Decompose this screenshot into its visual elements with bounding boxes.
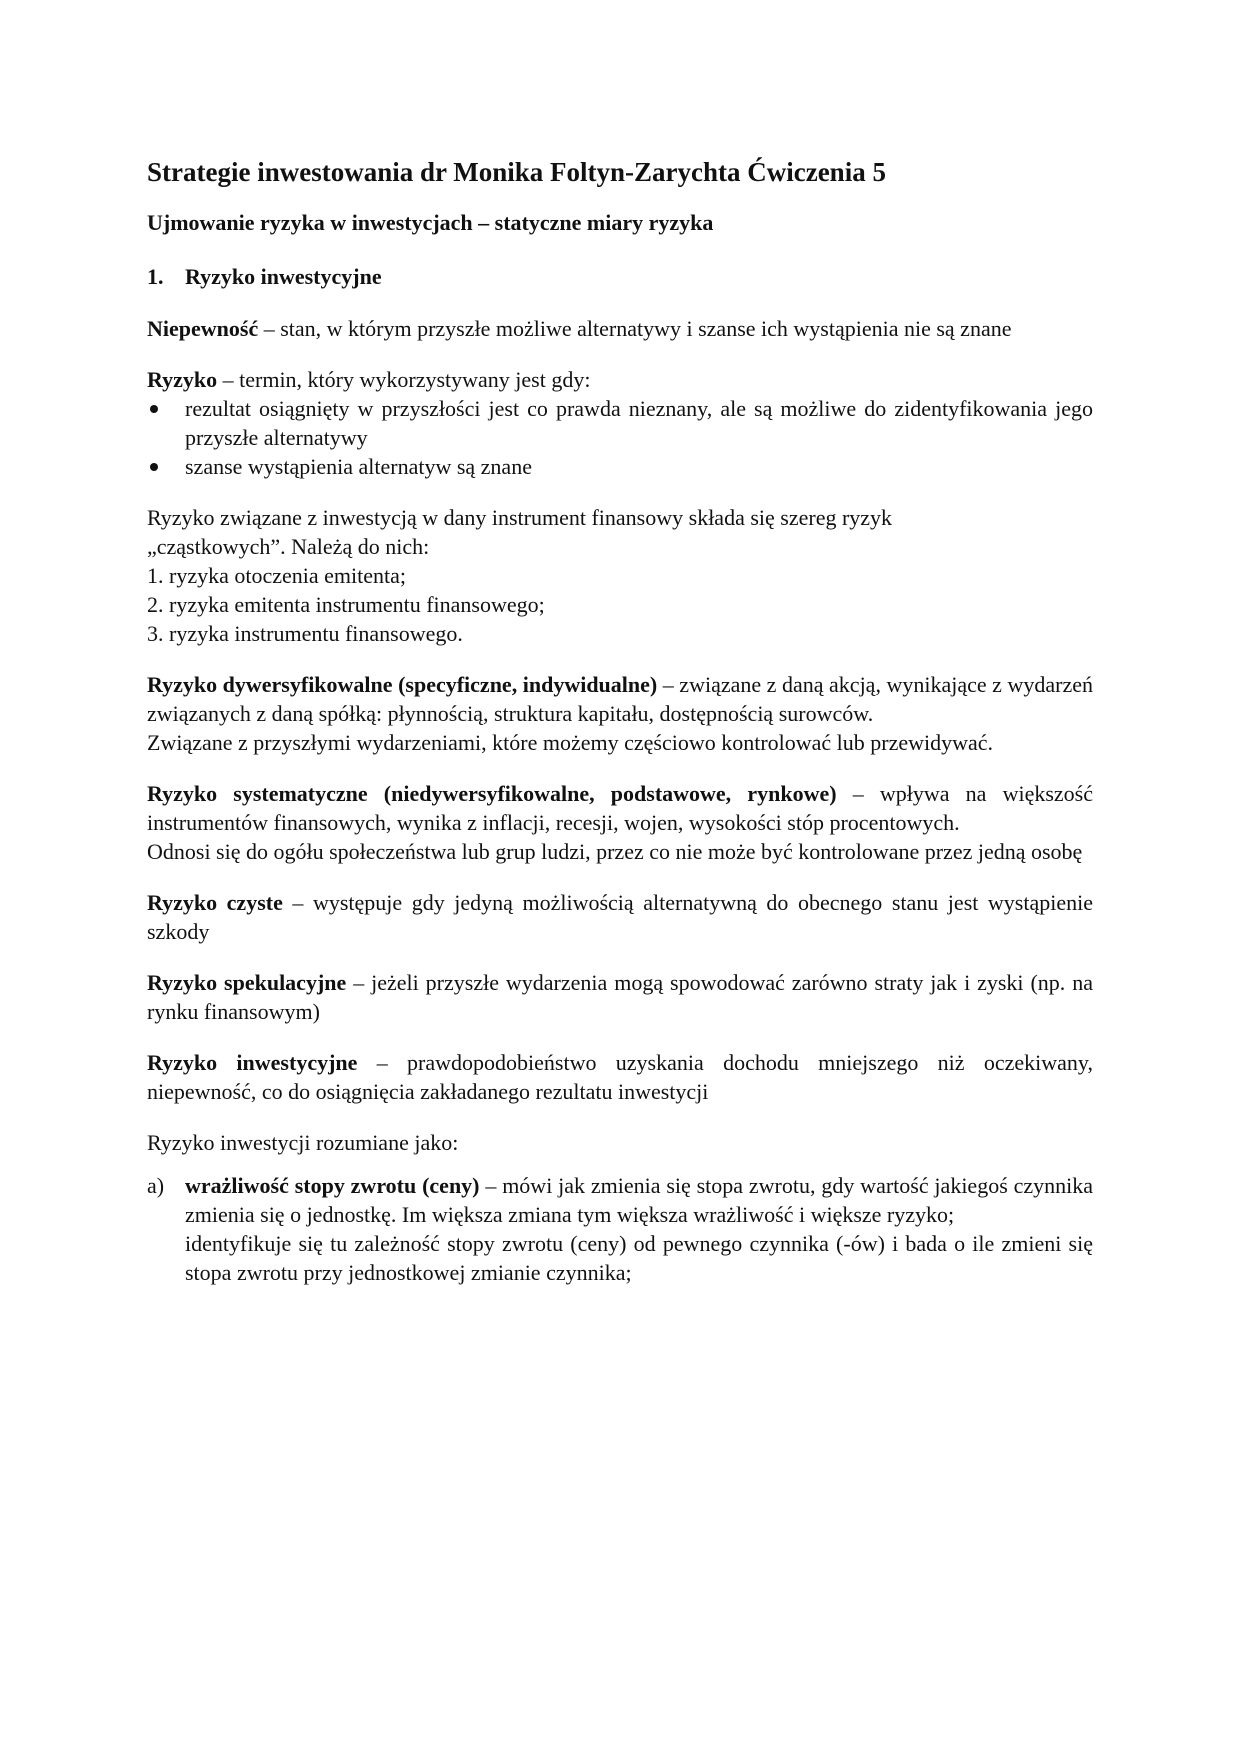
bullet-list [147,394,1093,481]
document-title: Strategie inwestowania dr Monika Foltyn-Zarychta Ćwiczenia 5 [147,157,886,187]
section-heading [147,260,1093,294]
term-label: Ryzyko spekulacyjne [147,970,347,995]
term-extra: Związane z przyszłymi wydarzeniami, które możemy częściowo kontrolować lub przewidywać. [147,730,994,755]
list-item [147,1171,1093,1287]
list-item: rezultat osiągnięty w przyszłości jest co prawda nieznany, ale są możliwe do zidentyfikowania jego przyszłe alternatywy [147,394,1093,452]
definition-ryzyko [147,365,1093,481]
term-label: Ryzyko czyste [147,890,283,915]
term-label: Ryzyko systematyczne (niedywersyfikowalne, podstawowe, rynkowe) [147,781,837,806]
term-definition: – termin, który wykorzystywany jest gdy: [217,367,591,392]
term-extra: identyfikuje się tu zależność stopy zwrotu (ceny) od pewnego czynnika (-ów) i bada o ile zmieni się stopa zwrotu przy jednostkowej zmianie czynnika; [185,1231,1093,1285]
list-item: szanse wystąpienia alternatyw są znane [147,452,1093,481]
list-marker: a) [147,1173,165,1198]
document-subtitle: Ujmowanie ryzyka w inwestycjach – statyczne miary ryzyka [147,210,714,235]
term-definition: – mówi jak zmienia się stopa zwrotu, gdy wartość jakiegoś czynnika zmienia się o jednostkę. Im większa zmiana tym większa wrażliwość i większe ryzyko; [185,1173,1093,1227]
definition-czyste [147,888,1093,946]
term-definition: – związane z daną akcją, wynikające z wydarzeń związanych z daną spółką: płynnością, struktura kapitału, dostępnością surowców. [147,672,1093,726]
definition-niepewnosc [147,314,1093,343]
bullet-icon [150,463,158,471]
term-label: Ryzyko [147,367,218,392]
term-definition: – stan, w którym przyszłe możliwe alternatywy i szanse ich wystąpienia nie są znane [258,316,1012,341]
section-title: Ryzyko inwestycyjne [185,264,382,289]
term-label: Ryzyko inwestycyjne [147,1050,358,1075]
list-item: 1. ryzyka otoczenia emitenta; [147,563,406,588]
partial-risks [147,503,1093,648]
section-number: 1. [147,264,164,289]
term-definition: – jeżeli przyszłe wydarzenia mogą spowodować zarówno straty jak i zyski (np. na rynku finansowym) [147,970,1093,1024]
term-definition: – prawdopodobieństwo uzyskania dochodu mniejszego niż oczekiwany, niepewność, co do osiągnięcia zakładanego rezultatu inwestycji [147,1050,1093,1104]
term-extra: Odnosi się do ogółu społeczeństwa lub grup ludzi, przez co nie może być kontrolowane przez jedną osobę [147,839,1083,864]
document-page [147,140,1093,1287]
list-item: 3. ryzyka instrumentu finansowego. [147,621,463,646]
term-definition: – wpływa na większość instrumentów finansowych, wynika z inflacji, recesji, wojen, wysokości stóp procentowych. [147,781,1093,835]
term-label: Ryzyko dywersyfikowalne (specyficzne, indywidualne) [147,672,658,697]
risk-understood-as [147,1128,1093,1287]
term-label: Niepewność [147,316,259,341]
definition-systematyczne [147,779,1093,866]
definition-dywersyfikowalne [147,670,1093,757]
risk-understood-intro: Ryzyko inwestycji rozumiane jako: [147,1130,459,1155]
definition-inwestycyjne [147,1048,1093,1106]
definition-spekulacyjne [147,968,1093,1026]
term-definition: – występuje gdy jedyną możliwością alternatywną do obecnego stanu jest wystąpienie szkody [147,890,1093,944]
bullet-icon [150,405,158,413]
term-label: wrażliwość stopy zwrotu (ceny) [185,1173,480,1198]
partial-risks-intro: Ryzyko związane z inwestycją w dany instrument finansowy składa się szereg ryzyk „cząstkowych”. Należą do nich: [147,505,893,559]
list-item: 2. ryzyka emitenta instrumentu finansowego; [147,592,545,617]
